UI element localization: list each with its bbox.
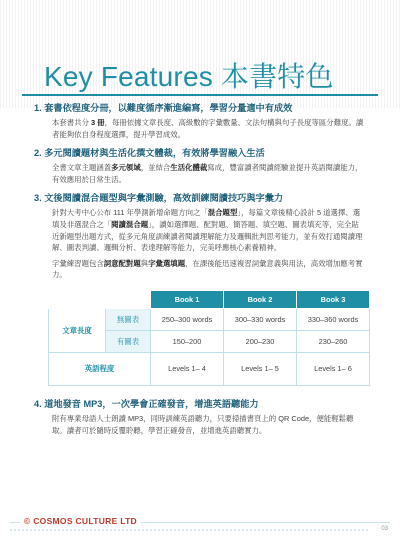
table-header: Book 3 <box>297 290 370 308</box>
table-row <box>49 352 370 385</box>
feature-3 <box>34 192 370 386</box>
features-list <box>34 102 370 436</box>
table-cell: 200–230 <box>224 330 297 352</box>
page-number: 03 <box>381 526 388 532</box>
table-cell: 150–200 <box>151 330 224 352</box>
feature-3-body: 針對大考中心公布 111 年學測新增命題方向之「混合題型」，每篇文章後精心設計 5 道選擇、選填及非選混合之「閱讀混合題」，讀如選擇題、配對題、簡答題、填空題、圖表填充等，完全貼近新題型出題方式，從多元角度訓練讀者閱讀理解能力及邏輯批判思考能力，並有效打通閱讀理解、圖表判讀、邏輯分析、表達理解等能力，完美呼應核心素養精神。 <box>52 208 363 253</box>
feature-3-heading: 3. 文後閱讀混合題型與字彙測驗，高效訓練閱讀技巧與字彙力 <box>34 193 284 204</box>
feature-4-body: 附有專業母語人士朗讀 MP3，同時訓練英語聽力，只要掃描書頁上的 QR Code，便能輕鬆聽取。讀者可於隨時反覆聆聽，學習正確發音，並增進英語聽實力。 <box>52 413 354 435</box>
feature-1-heading: 1. 套書依程度分冊，以難度循序漸進編寫，學習分量適中有成效 <box>34 103 293 113</box>
feature-4-heading: 4. 道地發音 MP3，一次學會正確發音，增進英語聽能力 <box>34 398 259 409</box>
table-cell: Levels 1– 6 <box>297 352 370 385</box>
table-cell: 300–330 words <box>224 308 297 330</box>
row-label-level: 英語程度 <box>49 352 151 385</box>
table-row <box>49 308 370 330</box>
feature-2-heading: 2. 多元閱讀題材與生活化撰文體裁，有效將學習融入生活 <box>34 148 265 159</box>
table-header: Book 2 <box>224 290 297 308</box>
table-header-row <box>49 290 370 308</box>
table-cell: Levels 1– 4 <box>151 352 224 385</box>
row-sublabel: 有圖表 <box>106 330 151 352</box>
feature-2-body: 全書文章主題涵蓋多元領域，並結合生活化體裁寫成，豐富讀者閱讀經驗並提升英語閱讀能力，有效應用於日常生活。 <box>52 163 363 184</box>
row-label-length: 文章長度 <box>49 308 106 352</box>
footer-dotted-rule <box>10 529 370 531</box>
book-comparison-table <box>48 290 370 386</box>
table-cell: 230–260 <box>297 330 370 352</box>
table-cell: 330–360 words <box>297 308 370 330</box>
title-divider <box>22 94 378 96</box>
row-sublabel: 無圖表 <box>106 308 151 330</box>
publisher-brand: © COSMOS CULTURE LTD <box>20 516 141 526</box>
feature-1 <box>34 102 370 140</box>
feature-3-body-2: 字彙練習題包含詞意配對題與字彙選填題，在課後能迅速複習詞彙意義與用法，高效增加應考實力。 <box>52 258 363 280</box>
table-cell: 250–300 words <box>151 308 224 330</box>
page-title: Key Features 本書特色 <box>44 61 334 92</box>
feature-2 <box>34 147 370 185</box>
feature-1-body: 本套書共分 3 冊，每冊依據文章長度、高級數的字彙數量、文法句構與句子長度等區分難度。讀者能夠依自身程度選擇，提升學習成效。 <box>52 118 364 139</box>
feature-4 <box>34 398 370 436</box>
table-corner <box>49 290 151 308</box>
table-cell: Levels 1– 5 <box>224 352 297 385</box>
table-header: Book 1 <box>151 290 224 308</box>
